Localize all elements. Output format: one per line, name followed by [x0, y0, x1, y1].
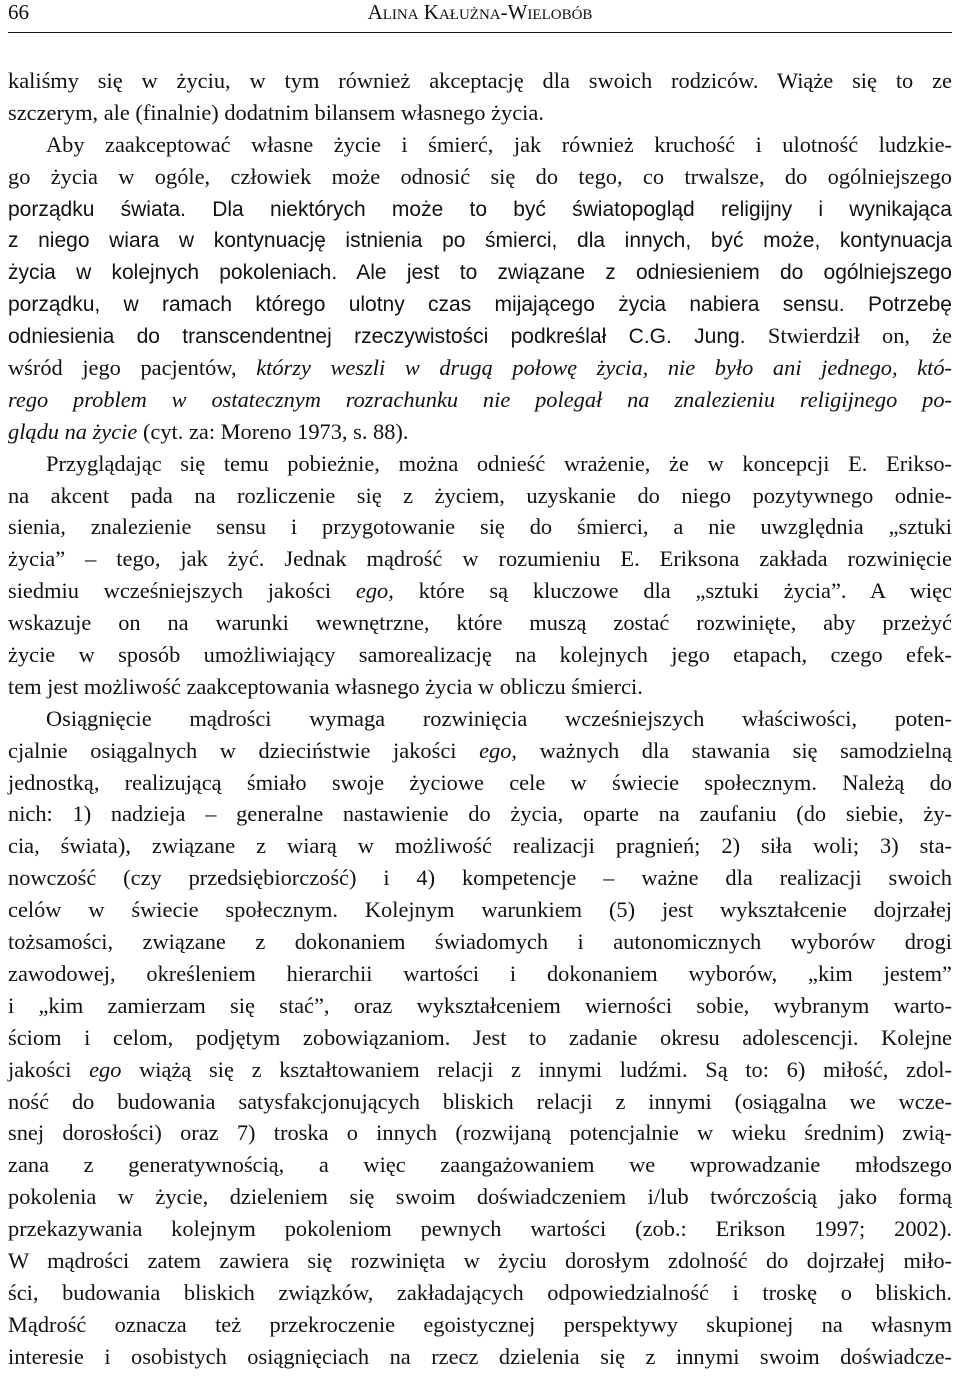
text-line [8, 511, 952, 543]
text-segment: , które są kluczowe dla „sztuki życia”. A więc [388, 578, 952, 604]
text-segment: wiążą się z kształtowaniem relacji z innymi ludźmi. Są to: 6) miłość, zdol- [121, 1056, 952, 1082]
text-line [8, 129, 952, 161]
text-segment: i „kim zamierzam się stać”, oraz wykształceniem wierności sobie, wybranym warto- [8, 992, 952, 1018]
text-line [8, 416, 952, 448]
text-segment: , ważnych dla stawania się samodzielną [511, 737, 952, 763]
text-segment: szczerym, ale (finalnie) dodatnim bilansem własnego życia. [8, 99, 544, 125]
text-segment: jakości [8, 1056, 90, 1082]
text-segment: nich: 1) nadzieja – generalne nastawienie do życia, oparte na zaufaniu (do siebie, ży- [8, 801, 952, 827]
text-line [8, 1149, 952, 1181]
text-line [8, 480, 952, 512]
text-line [8, 1086, 952, 1118]
text-line [8, 543, 952, 575]
text-line [8, 735, 952, 767]
running-header [8, 0, 952, 36]
text-segment: z niego wiara w kontynuację istnienia po śmierci, dla innych, być może, kontynuacja [8, 229, 952, 253]
text-segment: sienia, znalezienie sensu i przygotowanie się do śmierci, a nie uwzględnia „sztuki [8, 514, 952, 540]
text-segment: interesie i osobistych osiągnięciach na rzecz dzielenia się z innymi swoim doświadcze- [8, 1343, 952, 1369]
text-segment: ność do budowania satysfakcjonujących bliskich relacji z innymi (osiągalna we wcze- [8, 1088, 952, 1114]
text-line [8, 384, 952, 416]
text-segment: życia” – tego, jak żyć. Jednak mądrość w rozumieniu E. Eriksona zakłada rozwinięcie [8, 546, 952, 572]
text-line [8, 97, 952, 129]
text-line [8, 990, 952, 1022]
text-segment: tożsamości, związane z dokonaniem świadomych i autonomicznych wyborów drogi [8, 929, 952, 955]
text-segment: ściom i celom, podjętym zobowiązaniom. Jest to zadanie okresu adolescencji. Kolejne [8, 1024, 952, 1050]
text-segment: porządku, w ramach którego ulotny czas mijającego życia nabiera sensu. [8, 293, 868, 317]
text-segment: go życia w ogóle, człowiek może odnosić się do tego, co trwalsze, do ogólniejszego [8, 163, 952, 189]
text-segment: W mądrości zatem zawiera się rozwinięta w życiu dorosłym zdolność do dojrzałej miło- [8, 1247, 952, 1273]
text-segment: na akcent pada na rozliczenie się z życiem, uzyskanie do niego pozytywnego odnie- [8, 482, 952, 508]
text-line [8, 958, 952, 990]
text-segment: ści, budowania bliskich związków, zakładających odpowiedzialność i troskę o bliskich. [8, 1279, 952, 1305]
text-segment: Przyglądając się temu pobieżnie, można odnieść wrażenie, że w koncepcji E. Erikso- [46, 450, 952, 476]
text-segment: porządku świata. [8, 197, 213, 221]
text-segment: Potrzebę [867, 293, 952, 317]
header-rule [8, 32, 952, 33]
text-line [8, 1022, 952, 1054]
text-line [8, 1245, 952, 1277]
text-segment: Aby zaakceptować własne życie i śmierć, jak również kruchość i ulotność ludzkie- [46, 131, 952, 157]
text-line [8, 798, 952, 830]
italic-text: którzy weszli w drugą połowę życia, nie było ani jednego, któ- [256, 355, 952, 381]
text-segment: Dla niektórych może to być światopogląd religijny i wynikająca [212, 197, 952, 221]
text-segment: tem jest możliwość zaakceptowania własnego życia w obliczu śmierci. [8, 673, 643, 699]
text-line [8, 671, 952, 703]
text-segment: nowczość (czy przedsiębiorczość) i 4) kompetencje – ważne dla realizacji swoich [8, 865, 952, 891]
text-segment: życia w kolejnych pokoleniach. [8, 261, 357, 285]
text-segment: Stwierdził on, że [767, 323, 952, 349]
text-segment: (cyt. za: Moreno 1973, s. 88). [137, 418, 409, 444]
text-line [8, 1309, 952, 1341]
text-line [8, 926, 952, 958]
text-line [8, 703, 952, 735]
text-segment: celów w świecie społecznym. Kolejnym warunkiem (5) jest wykształcenie dojrzałej [8, 897, 952, 923]
text-line [8, 256, 952, 288]
text-line [8, 161, 952, 193]
body-text [8, 65, 952, 1373]
text-segment: Ale jest to związane z odniesieniem do ogólniejszego [356, 261, 952, 285]
text-line [8, 1341, 952, 1373]
page-number: 66 [8, 0, 29, 24]
text-segment: wskazuje on na warunki wewnętrzne, które muszą zostać rozwinięte, aby przeżyć [8, 610, 952, 636]
text-line [8, 607, 952, 639]
text-segment: wśród jego pacjentów, [8, 355, 257, 381]
text-line [8, 448, 952, 480]
text-segment: cia, świata), związane z wiarą w możliwość realizacji pragnień; 2) siła woli; 3) sta- [8, 833, 952, 859]
text-line [8, 575, 952, 607]
text-line [8, 288, 952, 320]
text-line [8, 320, 952, 352]
text-segment: jednostką, realizującą śmiało swoje życiowe cele w świecie społecznym. Należą do [8, 769, 952, 795]
text-line [8, 193, 952, 225]
italic-text: ego [355, 578, 389, 604]
text-line [8, 830, 952, 862]
text-segment: odniesienia do transcendentnej rzeczywistości podkreślał C.G. Jung. [8, 325, 768, 349]
text-segment: przekazywania kolejnym pokoleniom pewnych wartości (zob.: Erikson 1997; 2002). [8, 1216, 952, 1242]
italic-text: ego [89, 1056, 122, 1082]
text-line [8, 767, 952, 799]
text-segment: zawodowej, określeniem hierarchii wartości i dokonaniem wyborów, „kim jestem” [8, 960, 952, 986]
text-segment: zana z generatywnością, a więc zaangażowaniem we wprowadzanie młodszego [8, 1152, 952, 1178]
text-line [8, 1181, 952, 1213]
text-segment: cjalnie osiągalnych w dzieciństwie jakości [8, 737, 480, 763]
text-line [8, 862, 952, 894]
text-line [8, 1277, 952, 1309]
text-line [8, 894, 952, 926]
running-head-author: Alina Kałużna-Wielobób [367, 0, 593, 24]
text-line [8, 1213, 952, 1245]
italic-text: ego [479, 737, 512, 763]
italic-text: rego problem w ostatecznym rozrachunku nie polegał na znalezieniu religijnego po- [8, 386, 952, 412]
text-line [8, 639, 952, 671]
text-line [8, 224, 952, 256]
text-segment: snej dorosłości) oraz 7) troska o innych (rozwijaną potencjalnie w wieku średnim) zwią- [8, 1120, 952, 1146]
text-line [8, 1117, 952, 1149]
text-line [8, 65, 952, 97]
text-line [8, 352, 952, 384]
italic-text: glądu na życie [8, 418, 138, 444]
text-segment: kaliśmy się w życiu, w tym również akceptację dla swoich rodziców. Wiąże się to ze [8, 68, 952, 93]
text-line [8, 1054, 952, 1086]
text-segment: siedmiu wcześniejszych jakości [8, 578, 356, 604]
text-segment: Osiągnięcie mądrości wymaga rozwinięcia wcześniejszych właściwości, poten- [46, 705, 952, 731]
text-segment: pokolenia w życie, dzieleniem się swoim doświadczeniem i/lub twórczością jako formą [8, 1184, 952, 1210]
text-segment: Mądrość oznacza też przekroczenie egoistycznej perspektywy skupionej na własnym [8, 1311, 952, 1337]
text-segment: życie w sposób umożliwiający samorealizację na kolejnych jego etapach, czego efek- [8, 642, 952, 668]
